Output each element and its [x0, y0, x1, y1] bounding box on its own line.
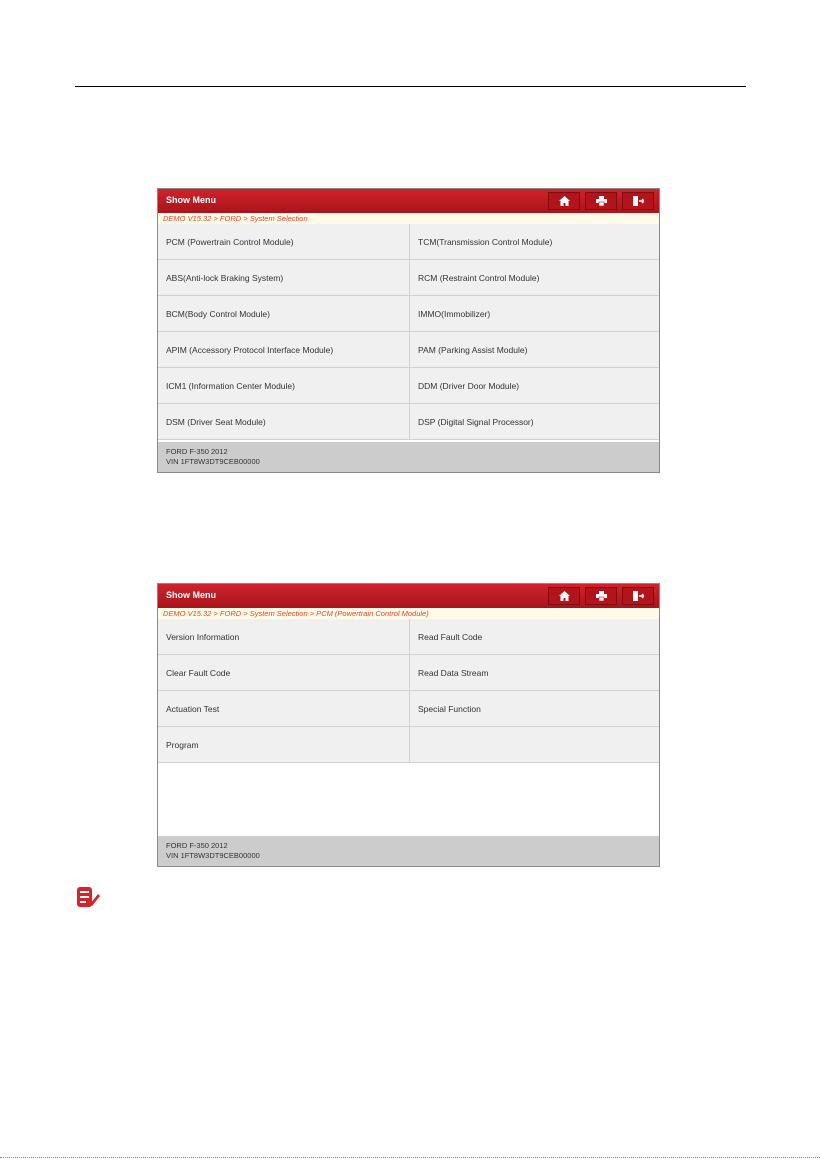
screen-title: Show Menu [166, 195, 216, 205]
home-icon [559, 196, 570, 206]
print-button[interactable] [585, 192, 617, 210]
module-list [158, 224, 659, 440]
system-selection-screen [157, 188, 660, 473]
breadcrumb: DEMO V15.32 > FORD > System Selection [158, 213, 659, 224]
title-bar [158, 189, 659, 213]
print-button[interactable] [585, 587, 617, 605]
printer-icon [596, 591, 607, 601]
function-list [158, 619, 659, 763]
menu-item[interactable]: ABS(Anti-lock Braking System) [158, 260, 410, 296]
pcm-function-screen [157, 583, 660, 867]
breadcrumb: DEMO V15.32 > FORD > System Selection > PCM (Powertrain Control Module) [158, 608, 659, 619]
exit-icon [633, 591, 644, 601]
home-button[interactable] [548, 192, 580, 210]
vehicle-label: FORD F-350 2012 [166, 841, 228, 850]
vin-label: VIN 1FT8W3DT9CEB00000 [166, 457, 260, 466]
header-rule [75, 86, 746, 87]
vin-label: VIN 1FT8W3DT9CEB00000 [166, 851, 260, 860]
menu-item[interactable]: PCM (Powertrain Control Module) [158, 224, 410, 260]
home-button[interactable] [548, 587, 580, 605]
menu-item[interactable]: PAM (Parking Assist Module) [410, 332, 659, 368]
note-icon [76, 886, 100, 908]
menu-item[interactable]: ICM1 (Information Center Module) [158, 368, 410, 404]
screen-title: Show Menu [166, 590, 216, 600]
menu-item[interactable]: Actuation Test [158, 691, 410, 727]
menu-item[interactable]: Read Fault Code [410, 619, 659, 655]
vehicle-info-footer [158, 442, 659, 472]
exit-button[interactable] [622, 192, 654, 210]
menu-item[interactable]: DSM (Driver Seat Module) [158, 404, 410, 440]
footer-rule [0, 1157, 820, 1158]
vehicle-info-footer [158, 836, 659, 866]
menu-item[interactable]: DDM (Driver Door Module) [410, 368, 659, 404]
menu-item[interactable]: DSP (Digital Signal Processor) [410, 404, 659, 440]
empty-menu-cell [410, 727, 659, 763]
menu-item[interactable]: IMMO(Immobilizer) [410, 296, 659, 332]
printer-icon [596, 196, 607, 206]
menu-item[interactable]: BCM(Body Control Module) [158, 296, 410, 332]
home-icon [559, 591, 570, 601]
menu-item[interactable]: Program [158, 727, 410, 763]
menu-item[interactable]: TCM(Transmission Control Module) [410, 224, 659, 260]
menu-item[interactable]: RCM (Restraint Control Module) [410, 260, 659, 296]
menu-item[interactable]: Special Function [410, 691, 659, 727]
menu-item[interactable]: Version Information [158, 619, 410, 655]
exit-button[interactable] [622, 587, 654, 605]
exit-icon [633, 196, 644, 206]
menu-item[interactable]: APIM (Accessory Protocol Interface Module) [158, 332, 410, 368]
vehicle-label: FORD F-350 2012 [166, 447, 228, 456]
menu-item[interactable]: Clear Fault Code [158, 655, 410, 691]
menu-item[interactable]: Read Data Stream [410, 655, 659, 691]
title-bar [158, 584, 659, 608]
